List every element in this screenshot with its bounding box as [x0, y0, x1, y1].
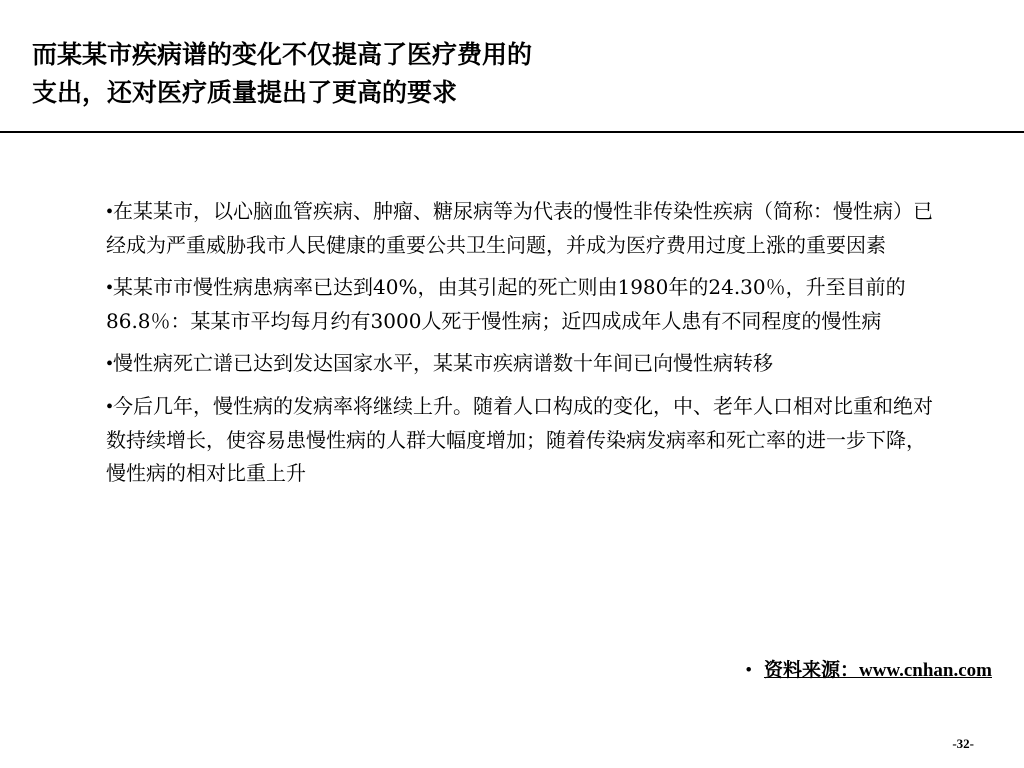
bullet-marker: •: [106, 353, 114, 375]
bullet-item: [106, 347, 942, 381]
page-number: -32-: [952, 736, 974, 751]
title-line-1: 而某某市疾病谱的变化不仅提高了医疗费用的: [32, 40, 533, 69]
bullet-marker: •: [106, 201, 114, 223]
source-link[interactable]: 资料来源：www.cnhan.com: [763, 660, 992, 681]
source-note: [745, 655, 992, 682]
bullet-item: [106, 271, 942, 338]
source-bullet-marker: •: [745, 660, 752, 681]
bullet-item: [106, 195, 942, 262]
title-line-2: 支出，还对医疗质量提出了更高的要求: [32, 78, 458, 107]
bullet-list: [106, 195, 942, 499]
bullet-item: [106, 390, 942, 490]
bullet-marker: •: [106, 277, 114, 299]
bullet-text: 慢性病死亡谱已达到发达国家水平，某某市疾病谱数十年间已向慢性病转移: [113, 351, 774, 375]
slide-title: [32, 36, 972, 112]
bullet-text: 今后几年，慢性病的发病率将继续上升。随着人口构成的变化，中、老年人口相对比重和绝对数持续增长，使容易患慢性病的人群大幅度增加；随着传染病发病率和死亡率的进一步下降，慢性病的相对比重上升: [106, 394, 934, 485]
bullet-marker: •: [106, 396, 114, 418]
title-divider: [0, 131, 1024, 133]
bullet-text: 在某某市，以心脑血管疾病、肿瘤、糖尿病等为代表的慢性非传染性疾病（简称：慢性病）已经成为严重威胁我市人民健康的重要公共卫生问题，并成为医疗费用过度上涨的重要因素: [106, 199, 934, 257]
bullet-text: 某某市市慢性病患病率已达到40%，由其引起的死亡则由1980年的24.30％，升至目前的86.8％：某某市平均每月约有3000人死于慢性病；近四成成年人患有不同程度的慢性病: [106, 275, 906, 333]
